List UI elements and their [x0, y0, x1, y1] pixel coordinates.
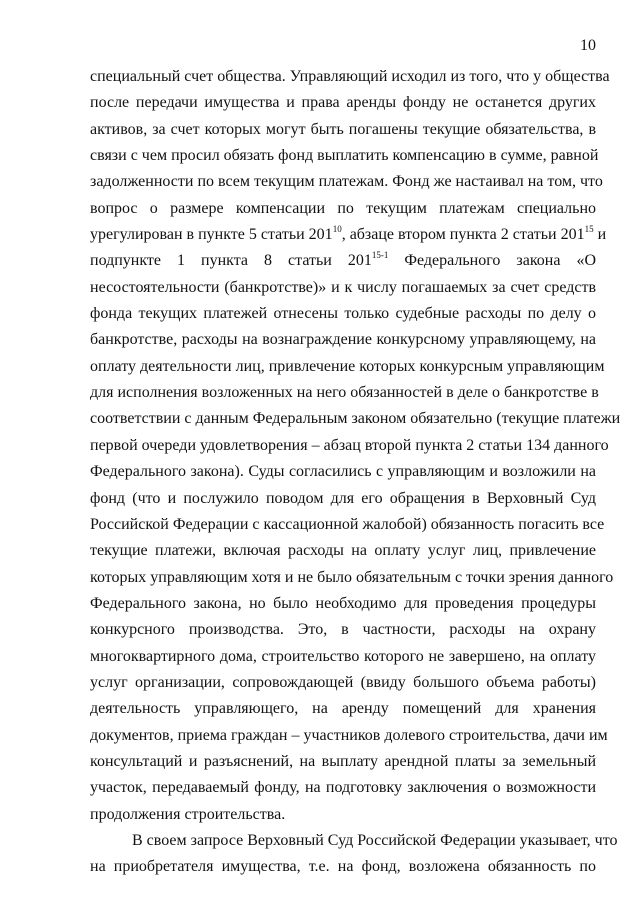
- text-segment: фонда текущих платежей отнесены только судебные расходы по делу о: [90, 305, 596, 323]
- text-segment: на приобретателя имущества, т.е. на фонд, возложена обязанность по: [90, 858, 596, 876]
- text-line: [90, 486, 596, 512]
- text-segment: многоквартирного дома, строительство которого не завершено, на оплату: [90, 647, 596, 665]
- text-segment: связи с чем просил обязать фонд выплатить компенсацию в сумме, равной: [90, 147, 599, 165]
- text-segment: Российской Федерации с кассационной жалобой) обязанность погасить все: [90, 515, 605, 533]
- text-segment: активов, за счет которых могут быть погашены текущие обязательства, в: [90, 120, 596, 138]
- text-segment: урегулирован в пункте 5 статьи 201: [90, 226, 333, 244]
- text-segment: банкротстве, расходы на вознаграждение конкурсному управляющему, на: [90, 331, 596, 349]
- text-segment: деятельность управляющего, на аренду помещений для хранения: [90, 700, 596, 718]
- text-segment: Федерального закона). Суды согласились с управляющим и возложили на: [90, 463, 596, 481]
- text-line: [90, 538, 596, 564]
- text-segment: специальный счет общества. Управляющий исходил из того, что у общества: [90, 68, 610, 85]
- text-line: [90, 248, 596, 274]
- text-line: [90, 617, 596, 643]
- document-body: [90, 64, 621, 881]
- text-line: [90, 775, 596, 801]
- text-segment: Федерального закона «О: [388, 252, 597, 270]
- page-number: 10: [580, 37, 596, 54]
- text-segment: Федерального закона, но было необходимо для проведения процедуры: [90, 594, 596, 612]
- text-line: [90, 696, 596, 722]
- text-line: [90, 723, 608, 749]
- text-segment: которых управляющим хотя и не было обязательным с точки зрения данного: [90, 568, 614, 586]
- text-segment: , абзаце втором пункта 2 статьи 201: [341, 226, 585, 244]
- text-segment: подпункте 1 пункта 8 статьи 201: [90, 252, 372, 270]
- text-line: [90, 512, 605, 538]
- text-segment: для исполнения возложенных на него обязанностей в деле о банкротстве в: [90, 384, 599, 402]
- text-segment: В своем запросе Верховный Суд Российской Федерации указывает, что: [132, 831, 618, 849]
- text-line: [90, 143, 599, 169]
- text-line: [90, 565, 614, 591]
- text-segment: продолжения строительства.: [90, 805, 286, 823]
- text-line: [90, 828, 618, 854]
- text-segment: участок, передаваемый фонду, на подготовку заключения о возможности: [90, 779, 596, 797]
- text-segment: несостоятельности (банкротстве)» и к числу погашаемых за счет средств: [90, 278, 596, 296]
- text-line: [90, 64, 610, 90]
- text-line: [90, 380, 599, 406]
- text-segment: услуг организации, сопровождающей (ввиду большого объема работы): [90, 673, 596, 691]
- text-line: [90, 802, 596, 828]
- text-line: [90, 749, 596, 775]
- text-line: [90, 196, 596, 222]
- text-segment: фонд (что и послужило поводом для его обращения в Верховный Суд: [90, 489, 596, 507]
- text-line: [90, 591, 596, 617]
- text-line: [90, 222, 607, 248]
- superscript: 15-1: [371, 250, 389, 261]
- text-segment: соответствии с данным Федеральным законом обязательно (текущие платежи: [90, 410, 621, 428]
- text-segment: задолженности по всем текущим платежам. Фонд же настаивал на том, что: [90, 173, 603, 191]
- text-segment: и: [593, 226, 607, 244]
- text-line: [90, 433, 609, 459]
- superscript: 10: [332, 223, 342, 234]
- text-segment: текущие платежи, включая расходы на оплату услуг лиц, привлечение: [90, 542, 596, 560]
- text-line: [90, 275, 596, 301]
- text-segment: конкурсного производства. Это, в частности, расходы на охрану: [90, 621, 596, 639]
- text-segment: после передачи имущества и права аренды фонду не останется других: [90, 94, 596, 112]
- superscript: 15: [584, 223, 594, 234]
- text-line: [90, 459, 596, 485]
- text-segment: первой очереди удовлетворения – абзац второй пункта 2 статьи 134 данного: [90, 436, 609, 454]
- text-line: [90, 327, 596, 353]
- text-segment: документов, приема граждан – участников долевого строительства, дачи им: [90, 726, 608, 744]
- text-line: [90, 117, 596, 143]
- text-line: [90, 169, 603, 195]
- text-segment: консультаций и разъяснений, на выплату арендной платы за земельный: [90, 752, 596, 770]
- text-segment: оплату деятельности лиц, привлечение которых конкурсным управляющим: [90, 357, 605, 375]
- text-line: [90, 854, 596, 880]
- text-line: [90, 301, 596, 327]
- text-line: [90, 670, 596, 696]
- text-segment: вопрос о размере компенсации по текущим платежам специально: [90, 199, 596, 217]
- text-line: [90, 90, 596, 116]
- text-line: [90, 406, 621, 432]
- text-line: [90, 644, 596, 670]
- text-line: [90, 354, 605, 380]
